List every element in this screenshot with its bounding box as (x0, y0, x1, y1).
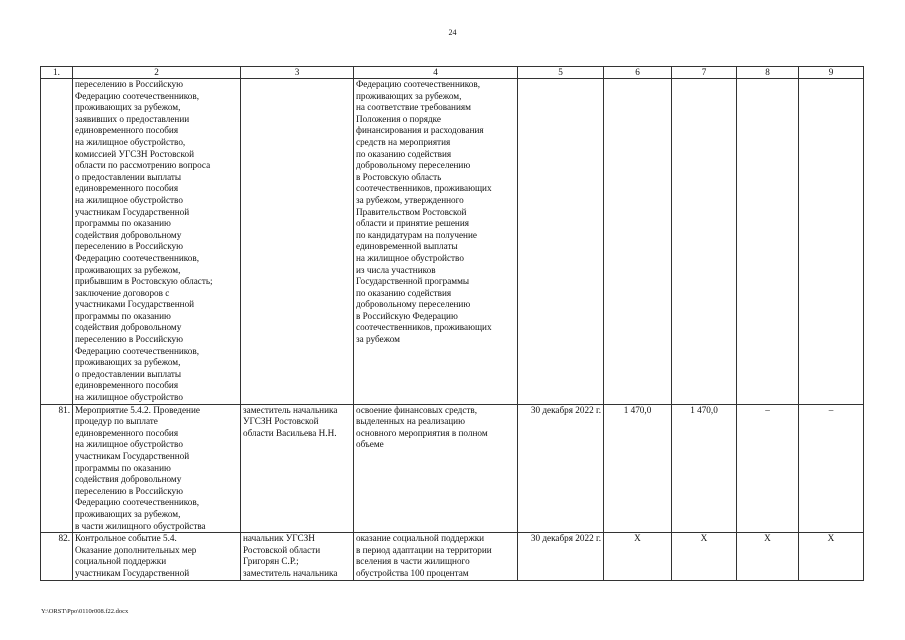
cell-line: на жилищное обустройство (356, 252, 464, 263)
amount-regional-cell: X (672, 533, 737, 580)
cell-line: по оказанию содействия (356, 148, 452, 159)
header-row (41, 67, 864, 79)
cell-line: Мероприятие 5.4.2. Проведение (75, 404, 200, 415)
amount-other-cell: – (799, 404, 864, 533)
cell-line: участниками Государственной (75, 299, 195, 310)
cell-line: программы по оказанию (75, 218, 171, 229)
file-path-footer: Y:\ORST\Ppo\0110r008.f22.docx (41, 608, 129, 615)
cell-line: участникам Государственной (75, 206, 190, 217)
cell-line: в Российскую Федерацию (356, 310, 458, 321)
cell-line: Федерацию соотечественников, (75, 252, 199, 263)
cell-line: единовременного пособия (75, 183, 179, 194)
cell-line: проживающих за рубежом, (75, 508, 181, 519)
amount-federal-cell (737, 79, 799, 405)
cell-line: Государственной программы (356, 276, 470, 287)
expected-result-cell (354, 533, 518, 580)
cell-line: освоение финансовых средств, (356, 404, 478, 415)
cell-line: содействия добровольному (75, 474, 182, 485)
col-header-7: 7 (672, 67, 737, 79)
row-number-cell (41, 79, 73, 405)
col-header-8: 8 (737, 67, 799, 79)
amount-regional-cell (672, 79, 737, 405)
cell-line: на соответствие требованиям (356, 102, 471, 113)
cell-line: области Васильева Н.Н. (243, 427, 337, 438)
deadline-cell (518, 79, 604, 405)
cell-line: обустройства 100 процентам (356, 567, 469, 578)
cell-line: проживающих за рубежом, (75, 264, 181, 275)
cell-line: Григорян С.Р.; (243, 556, 299, 567)
cell-line: за рубежом (356, 334, 400, 345)
amount-regional-cell: 1 470,0 (672, 404, 737, 533)
cell-line: соотечественников, проживающих (356, 183, 492, 194)
col-header-1: 1. (41, 67, 73, 79)
event-description-cell (73, 533, 241, 580)
expected-result-cell (354, 79, 518, 405)
cell-line: добровольному переселению (356, 160, 471, 171)
cell-line: проживающих за рубежом, (75, 102, 181, 113)
cell-line: по оказанию содействия (356, 287, 452, 298)
expected-result-cell (354, 404, 518, 533)
cell-line: единовременного пособия (75, 427, 179, 438)
cell-line: единовременного пособия (75, 125, 179, 136)
cell-line: переселению в Российскую (75, 241, 184, 252)
cell-line: добровольному переселению (356, 299, 471, 310)
cell-line: соотечественников, проживающих (356, 322, 492, 333)
col-header-4: 4 (354, 67, 518, 79)
amount-federal-cell: X (737, 533, 799, 580)
deadline-cell: 30 декабря 2022 г. (518, 404, 604, 533)
deadline-cell: 30 декабря 2022 г. (518, 533, 604, 580)
cell-line: области по рассмотрению вопроса (75, 160, 211, 171)
cell-line: заключение договоров с (75, 287, 170, 298)
event-description-cell (73, 404, 241, 533)
cell-line: объеме (356, 439, 384, 450)
cell-line: программы по оказанию (75, 462, 171, 473)
cell-line: единовременной выплаты (356, 241, 458, 252)
cell-line: основного мероприятия в полном (356, 427, 488, 438)
cell-line: переселению в Российскую (75, 334, 184, 345)
cell-line: Федерацию соотечественников, (75, 90, 199, 101)
page-number: 24 (448, 28, 457, 37)
col-header-6: 6 (604, 67, 672, 79)
cell-line: выделенных на реализацию (356, 416, 465, 427)
cell-line: финансирования и расходования (356, 125, 484, 136)
cell-line: содействия добровольному (75, 322, 182, 333)
row-number-cell: 82. (41, 533, 73, 580)
col-header-9: 9 (799, 67, 864, 79)
cell-line: единовременного пособия (75, 380, 179, 391)
cell-line: начальник УГСЗН (243, 533, 315, 544)
cell-line: в Ростовскую область (356, 171, 442, 182)
cell-line: процедур по выплате (75, 416, 158, 427)
amount-other-cell: X (799, 533, 864, 580)
cell-line: Положения о порядке (356, 113, 441, 124)
col-header-2: 2 (73, 67, 241, 79)
cell-line: социальной поддержки (75, 556, 167, 567)
cell-line: переселению в Российскую (75, 79, 184, 89)
cell-line: в части жилищного обустройства (75, 520, 206, 531)
cell-line: прибывшим в Ростовскую область; (75, 276, 213, 287)
cell-line: программы по оказанию (75, 310, 171, 321)
cell-line: заместитель начальника (243, 404, 338, 415)
cell-line: оказание социальной поддержки (356, 533, 485, 544)
cell-line: проживающих за рубежом, (75, 357, 181, 368)
col-header-5: 5 (518, 67, 604, 79)
responsible-person-cell (241, 79, 354, 405)
table-row (41, 533, 864, 580)
cell-line: заявивших о предоставлении (75, 113, 190, 124)
cell-line: в период адаптации на территории (356, 544, 492, 555)
cell-line: Федерацию соотечественников, (356, 79, 480, 89)
amount-total-cell: X (604, 533, 672, 580)
cell-line: Федерацию соотечественников, (75, 497, 199, 508)
cell-line: содействия добровольному (75, 229, 182, 240)
event-description-cell (73, 79, 241, 405)
responsible-person-cell (241, 533, 354, 580)
cell-line: участникам Государственной (75, 567, 190, 578)
cell-line: Оказание дополнительных мер (75, 544, 197, 555)
cell-line: Федерацию соотечественников, (75, 345, 199, 356)
cell-line: Ростовской области (243, 544, 321, 555)
cell-line: на жилищное обустройство (75, 439, 183, 450)
amount-total-cell: 1 470,0 (604, 404, 672, 533)
cell-line: УГСЗН Ростовской (243, 416, 319, 427)
cell-line: о предоставлении выплаты (75, 171, 182, 182)
amount-federal-cell: – (737, 404, 799, 533)
cell-line: Правительством Ростовской (356, 206, 467, 217)
cell-line: заместитель начальника (243, 567, 338, 578)
cell-line: за рубежом, утвержденного (356, 194, 464, 205)
cell-line: проживающих за рубежом, (356, 90, 462, 101)
cell-line: участникам Государственной (75, 451, 190, 461)
cell-line: на жилищное обустройство (75, 194, 183, 205)
cell-line: комиссией УГСЗН Ростовской (75, 148, 195, 159)
cell-line: средств на мероприятия (356, 136, 451, 147)
cell-line: из числа участников (356, 264, 436, 275)
table-row (41, 404, 864, 533)
cell-line: о предоставлении выплаты (75, 368, 182, 379)
amount-other-cell (799, 79, 864, 405)
cell-line: по кандидатурам на получение (356, 229, 477, 240)
cell-line: на жилищное обустройство (75, 392, 183, 403)
cell-line: вселения в части жилищного (356, 556, 470, 567)
plan-table (40, 66, 864, 581)
responsible-person-cell (241, 404, 354, 533)
amount-total-cell (604, 79, 672, 405)
col-header-3: 3 (241, 67, 354, 79)
cell-line: переселению в Российскую (75, 485, 184, 496)
row-number-cell: 81. (41, 404, 73, 533)
table-row (41, 79, 864, 405)
cell-line: области и принятие решения (356, 218, 469, 229)
cell-line: на жилищное обустройство, (75, 136, 186, 147)
cell-line: Контрольное событие 5.4. (75, 533, 177, 544)
